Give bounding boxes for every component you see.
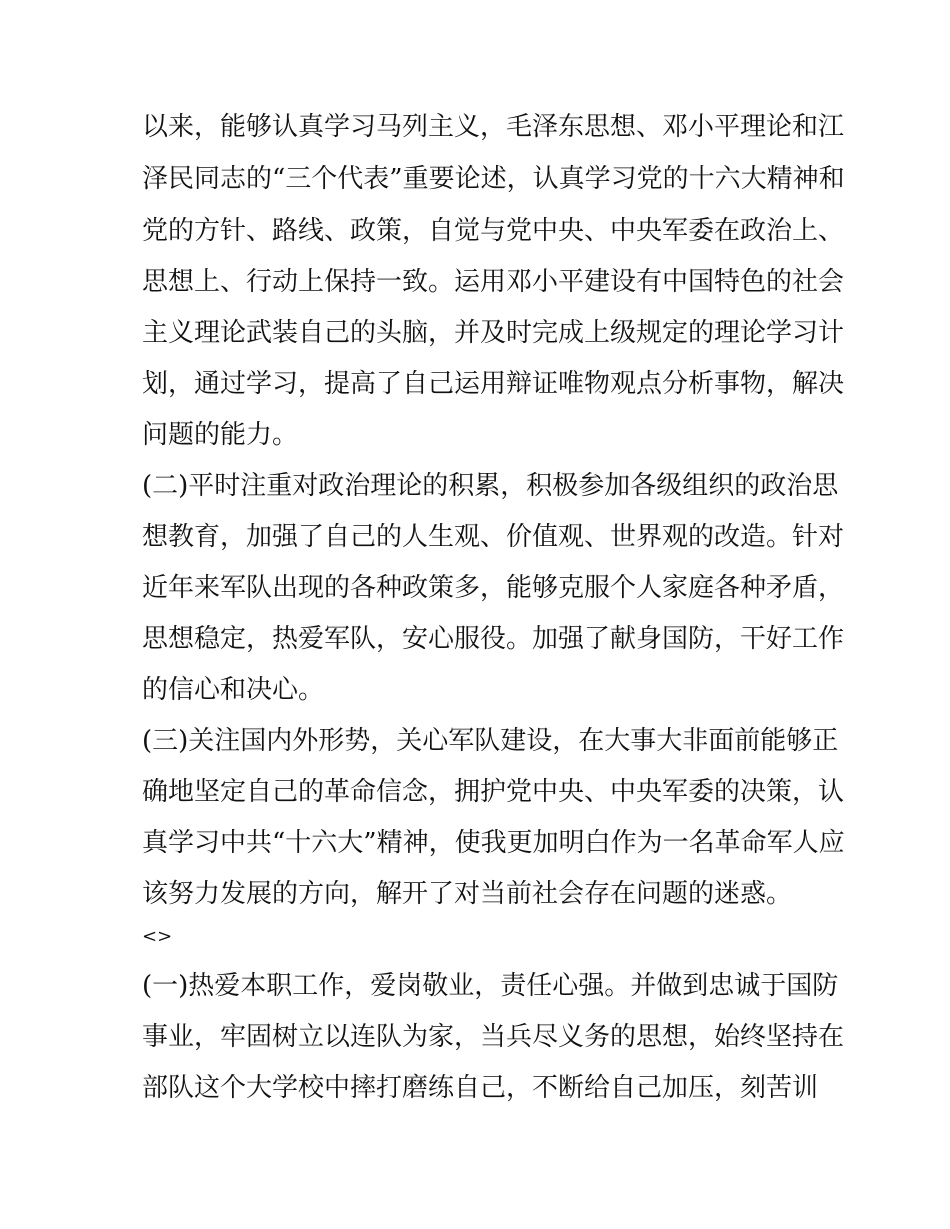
text-line: 想教育，加强了自己的人生观、价值观、世界观的改造。针对	[142, 522, 845, 552]
text-line: (一)热爱本职工作，爱岗敬业，责任心强。并做到忠诚于国防	[142, 971, 839, 1001]
text-line: 近年来军队出现的各种政策多，能够克服个人家庭各种矛盾，	[142, 573, 845, 603]
text-line: 问题的能力。	[142, 420, 299, 450]
text-line: 思想上、行动上保持一致。运用邓小平建设有中国特色的社会	[142, 267, 845, 297]
text-line: 以来，能够认真学习马列主义，毛泽东思想、邓小平理论和江	[142, 112, 845, 142]
text-line: 该努力发展的方向，解开了对当前社会存在问题的迷惑。	[142, 879, 793, 909]
text-line: (三)关注国内外形势，关心军队建设，在大事大非面前能够正	[142, 726, 839, 756]
text-line: (二)平时注重对政治理论的积累，积极参加各级组织的政治思	[142, 471, 839, 501]
text-line: 划，通过学习，提高了自己运用辩证唯物观点分析事物，解决	[142, 369, 845, 399]
text-line: 真学习中共“十六大”精神，使我更加明白作为一名革命军人应	[142, 828, 845, 858]
placeholder-marker: <>	[142, 926, 173, 947]
text-line: 的信心和决心。	[142, 675, 325, 705]
text-line: 事业，牢固树立以连队为家，当兵尽义务的思想，始终坚持在	[142, 1022, 845, 1052]
text-line: 泽民同志的“三个代表”重要论述，认真学习党的十六大精神和	[142, 164, 845, 194]
text-line: 部队这个大学校中摔打磨练自己，不断给自己加压，刻苦训	[142, 1073, 819, 1103]
text-line: 思想稳定，热爱军队，安心服役。加强了献身国防，干好工作	[142, 624, 845, 654]
text-line: 确地坚定自己的革命信念，拥护党中央、中央军委的决策，认	[142, 777, 845, 807]
text-line: 党的方针、路线、政策，自觉与党中央、中央军委在政治上、	[142, 216, 845, 246]
text-line: 主义理论武装自己的头脑，并及时完成上级规定的理论学习计	[142, 318, 845, 348]
